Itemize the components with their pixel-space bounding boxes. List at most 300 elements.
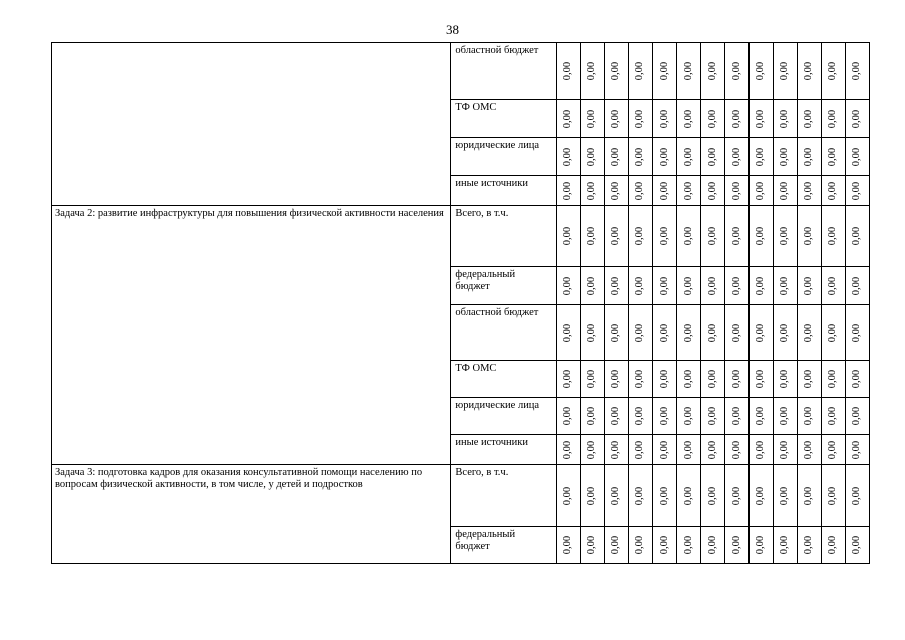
value-text: 0,00 (682, 147, 694, 166)
value-cell (749, 100, 773, 138)
value-text: 0,00 (634, 486, 646, 505)
value-cell (725, 305, 749, 361)
value-text: 0,00 (706, 369, 718, 389)
value-cell (845, 206, 869, 267)
value-cell (580, 176, 604, 206)
value-text: 0,00 (803, 486, 815, 505)
value-text: 0,00 (586, 535, 598, 555)
value-cell (725, 465, 749, 527)
value-cell (677, 267, 701, 305)
value-text: 0,00 (562, 109, 574, 128)
value-text: 0,00 (730, 181, 742, 200)
value-text: 0,00 (634, 535, 646, 555)
value-text: 0,00 (658, 486, 670, 505)
value-cell (845, 267, 869, 305)
value-cell (845, 435, 869, 465)
value-cell (773, 138, 797, 176)
value-text: 0,00 (803, 440, 815, 459)
value-text: 0,00 (730, 276, 742, 295)
value-text: 0,00 (779, 276, 791, 295)
value-cell (797, 43, 821, 100)
value-text: 0,00 (803, 406, 815, 426)
value-text: 0,00 (755, 109, 767, 128)
value-text: 0,00 (706, 276, 718, 295)
value-cell (604, 465, 628, 527)
value-cell (797, 527, 821, 564)
value-cell (725, 43, 749, 100)
value-cell (797, 176, 821, 206)
value-cell (628, 527, 652, 564)
value-text: 0,00 (755, 147, 767, 166)
value-cell (628, 465, 652, 527)
value-cell (749, 43, 773, 100)
value-text: 0,00 (658, 406, 670, 426)
value-text: 0,00 (562, 486, 574, 505)
value-text: 0,00 (658, 323, 670, 342)
value-text: 0,00 (658, 369, 670, 389)
value-cell (653, 176, 677, 206)
value-cell (821, 398, 845, 435)
value-cell (821, 267, 845, 305)
value-text: 0,00 (586, 147, 598, 166)
value-cell (556, 100, 580, 138)
value-text: 0,00 (827, 323, 839, 342)
value-cell (677, 465, 701, 527)
value-text: 0,00 (803, 226, 815, 246)
value-text: 0,00 (682, 276, 694, 295)
value-text: 0,00 (851, 276, 863, 295)
value-text: 0,00 (851, 226, 863, 246)
value-cell (773, 206, 797, 267)
value-text: 0,00 (730, 535, 742, 555)
value-cell (701, 435, 725, 465)
page-number: 38 (446, 22, 459, 37)
value-cell (701, 206, 725, 267)
value-text: 0,00 (827, 181, 839, 200)
value-text: 0,00 (803, 61, 815, 81)
value-cell (821, 176, 845, 206)
value-cell (604, 398, 628, 435)
value-cell (580, 435, 604, 465)
value-text: 0,00 (658, 276, 670, 295)
value-text: 0,00 (706, 61, 718, 81)
value-text: 0,00 (586, 109, 598, 128)
value-cell (749, 361, 773, 398)
value-text: 0,00 (803, 323, 815, 342)
value-cell (677, 305, 701, 361)
value-text: 0,00 (851, 147, 863, 166)
value-text: 0,00 (851, 181, 863, 200)
value-cell (677, 361, 701, 398)
value-text: 0,00 (730, 486, 742, 505)
value-cell (797, 361, 821, 398)
value-cell (580, 305, 604, 361)
value-cell (749, 465, 773, 527)
value-cell (580, 43, 604, 100)
value-cell (821, 527, 845, 564)
value-cell (653, 361, 677, 398)
value-text: 0,00 (779, 61, 791, 81)
value-text: 0,00 (586, 323, 598, 342)
value-cell (773, 267, 797, 305)
value-cell (677, 43, 701, 100)
value-cell (653, 527, 677, 564)
value-text: 0,00 (586, 440, 598, 459)
value-cell (604, 305, 628, 361)
value-cell (653, 435, 677, 465)
value-text: 0,00 (779, 181, 791, 200)
value-text: 0,00 (562, 535, 574, 555)
value-text: 0,00 (827, 147, 839, 166)
value-text: 0,00 (634, 147, 646, 166)
value-cell (604, 267, 628, 305)
value-text: 0,00 (586, 181, 598, 200)
value-cell (749, 527, 773, 564)
value-text: 0,00 (730, 109, 742, 128)
value-text: 0,00 (803, 109, 815, 128)
funding-source-cell: областной бюджет (451, 305, 556, 361)
value-text: 0,00 (706, 323, 718, 342)
value-text: 0,00 (658, 535, 670, 555)
value-text: 0,00 (634, 61, 646, 81)
value-cell (845, 305, 869, 361)
funding-source-cell: ТФ ОМС (451, 100, 556, 138)
value-cell (821, 361, 845, 398)
value-cell (580, 138, 604, 176)
value-text: 0,00 (730, 440, 742, 459)
value-cell (677, 100, 701, 138)
value-cell (725, 267, 749, 305)
value-text: 0,00 (803, 535, 815, 555)
value-cell (773, 43, 797, 100)
value-text: 0,00 (682, 440, 694, 459)
value-text: 0,00 (634, 226, 646, 246)
value-text: 0,00 (706, 226, 718, 246)
value-text: 0,00 (562, 323, 574, 342)
value-text: 0,00 (755, 535, 767, 555)
value-cell (821, 100, 845, 138)
value-cell (677, 435, 701, 465)
value-cell (677, 138, 701, 176)
value-cell (556, 138, 580, 176)
value-text: 0,00 (827, 226, 839, 246)
value-cell (604, 206, 628, 267)
value-cell (701, 465, 725, 527)
value-cell (725, 138, 749, 176)
value-cell (773, 465, 797, 527)
value-cell (604, 435, 628, 465)
task-cell (52, 43, 451, 206)
value-cell (797, 206, 821, 267)
value-text: 0,00 (682, 535, 694, 555)
value-text: 0,00 (851, 486, 863, 505)
value-text: 0,00 (706, 147, 718, 166)
value-text: 0,00 (706, 440, 718, 459)
value-cell (628, 100, 652, 138)
value-text: 0,00 (706, 406, 718, 426)
value-text: 0,00 (851, 535, 863, 555)
value-text: 0,00 (803, 276, 815, 295)
value-text: 0,00 (610, 181, 622, 200)
value-text: 0,00 (586, 61, 598, 81)
value-cell (749, 267, 773, 305)
value-text: 0,00 (779, 323, 791, 342)
value-cell (725, 398, 749, 435)
value-text: 0,00 (803, 369, 815, 389)
value-cell (797, 398, 821, 435)
value-text: 0,00 (586, 226, 598, 246)
value-text: 0,00 (658, 226, 670, 246)
value-text: 0,00 (682, 369, 694, 389)
value-cell (797, 305, 821, 361)
value-text: 0,00 (779, 486, 791, 505)
value-text: 0,00 (730, 406, 742, 426)
value-cell (628, 267, 652, 305)
value-text: 0,00 (779, 109, 791, 128)
value-text: 0,00 (610, 109, 622, 128)
value-cell (773, 305, 797, 361)
value-cell (821, 435, 845, 465)
value-text: 0,00 (730, 226, 742, 246)
value-cell (604, 176, 628, 206)
value-cell (701, 43, 725, 100)
value-cell (556, 305, 580, 361)
value-cell (653, 206, 677, 267)
value-cell (797, 100, 821, 138)
value-cell (653, 398, 677, 435)
value-cell (845, 465, 869, 527)
value-cell (797, 435, 821, 465)
value-cell (580, 206, 604, 267)
value-cell (821, 206, 845, 267)
value-cell (749, 138, 773, 176)
value-text: 0,00 (658, 181, 670, 200)
value-cell (677, 206, 701, 267)
value-text: 0,00 (779, 440, 791, 459)
value-cell (628, 361, 652, 398)
value-cell (749, 206, 773, 267)
value-text: 0,00 (682, 486, 694, 505)
value-cell (580, 465, 604, 527)
value-text: 0,00 (851, 440, 863, 459)
value-text: 0,00 (658, 61, 670, 81)
value-text: 0,00 (706, 109, 718, 128)
value-cell (628, 43, 652, 100)
value-text: 0,00 (562, 276, 574, 295)
value-text: 0,00 (562, 406, 574, 426)
value-cell (701, 267, 725, 305)
value-text: 0,00 (755, 406, 767, 426)
value-text: 0,00 (730, 323, 742, 342)
value-text: 0,00 (610, 406, 622, 426)
value-text: 0,00 (586, 486, 598, 505)
value-cell (725, 527, 749, 564)
value-cell (556, 176, 580, 206)
value-text: 0,00 (779, 369, 791, 389)
value-cell (845, 527, 869, 564)
value-text: 0,00 (827, 440, 839, 459)
value-text: 0,00 (706, 535, 718, 555)
value-cell (556, 206, 580, 267)
value-text: 0,00 (634, 440, 646, 459)
value-text: 0,00 (682, 109, 694, 128)
value-text: 0,00 (634, 323, 646, 342)
value-text: 0,00 (610, 486, 622, 505)
value-cell (821, 138, 845, 176)
value-cell (604, 43, 628, 100)
value-text: 0,00 (827, 406, 839, 426)
value-text: 0,00 (682, 406, 694, 426)
funding-source-cell: ТФ ОМС (451, 361, 556, 398)
table-row (52, 465, 870, 527)
value-text: 0,00 (610, 226, 622, 246)
value-cell (604, 361, 628, 398)
value-cell (749, 305, 773, 361)
value-cell (797, 138, 821, 176)
value-text: 0,00 (779, 406, 791, 426)
value-text: 0,00 (562, 181, 574, 200)
value-cell (749, 398, 773, 435)
value-cell (677, 398, 701, 435)
budget-table (51, 42, 870, 564)
value-cell (773, 176, 797, 206)
value-cell (749, 176, 773, 206)
value-text: 0,00 (827, 486, 839, 505)
value-text: 0,00 (851, 369, 863, 389)
value-cell (797, 465, 821, 527)
value-text: 0,00 (634, 109, 646, 128)
value-text: 0,00 (610, 147, 622, 166)
value-text: 0,00 (586, 369, 598, 389)
funding-source-cell: юридические лица (451, 138, 556, 176)
value-cell (773, 527, 797, 564)
value-cell (725, 361, 749, 398)
value-text: 0,00 (730, 147, 742, 166)
value-text: 0,00 (562, 226, 574, 246)
value-cell (701, 138, 725, 176)
value-text: 0,00 (658, 147, 670, 166)
value-text: 0,00 (827, 109, 839, 128)
value-text: 0,00 (682, 226, 694, 246)
value-text: 0,00 (562, 440, 574, 459)
value-cell (653, 100, 677, 138)
value-text: 0,00 (682, 323, 694, 342)
value-text: 0,00 (730, 369, 742, 389)
value-text: 0,00 (562, 369, 574, 389)
value-text: 0,00 (610, 276, 622, 295)
value-cell (653, 138, 677, 176)
value-cell (556, 398, 580, 435)
value-cell (725, 435, 749, 465)
value-cell (725, 206, 749, 267)
value-cell (556, 527, 580, 564)
value-cell (845, 176, 869, 206)
value-text: 0,00 (586, 276, 598, 295)
funding-source-cell: федеральный бюджет (451, 527, 556, 564)
funding-source-cell: федеральный бюджет (451, 267, 556, 305)
value-text: 0,00 (682, 61, 694, 81)
value-cell (580, 267, 604, 305)
value-text: 0,00 (851, 406, 863, 426)
value-cell (701, 527, 725, 564)
value-cell (773, 435, 797, 465)
value-text: 0,00 (755, 440, 767, 459)
value-text: 0,00 (803, 147, 815, 166)
value-text: 0,00 (755, 276, 767, 295)
value-text: 0,00 (586, 406, 598, 426)
value-cell (821, 305, 845, 361)
funding-source-cell: иные источники (451, 435, 556, 465)
value-cell (677, 176, 701, 206)
value-text: 0,00 (851, 323, 863, 342)
value-text: 0,00 (755, 226, 767, 246)
value-cell (604, 100, 628, 138)
value-text: 0,00 (634, 276, 646, 295)
value-cell (845, 398, 869, 435)
value-text: 0,00 (658, 440, 670, 459)
value-cell (628, 305, 652, 361)
value-text: 0,00 (755, 61, 767, 81)
task-cell: Задача 2: развитие инфраструктуры для повышения физической активности населения (52, 206, 451, 465)
value-text: 0,00 (851, 109, 863, 128)
table-row (52, 206, 870, 267)
funding-source-cell: областной бюджет (451, 43, 556, 100)
value-text: 0,00 (610, 61, 622, 81)
value-cell (556, 435, 580, 465)
value-text: 0,00 (562, 61, 574, 81)
value-cell (725, 100, 749, 138)
value-cell (628, 138, 652, 176)
funding-source-cell: иные источники (451, 176, 556, 206)
value-text: 0,00 (779, 147, 791, 166)
value-cell (580, 398, 604, 435)
value-cell (556, 43, 580, 100)
value-cell (845, 138, 869, 176)
value-cell (653, 43, 677, 100)
value-cell (628, 176, 652, 206)
value-cell (749, 435, 773, 465)
value-text: 0,00 (803, 181, 815, 200)
value-text: 0,00 (706, 181, 718, 200)
value-text: 0,00 (779, 226, 791, 246)
value-cell (580, 527, 604, 564)
value-text: 0,00 (610, 369, 622, 389)
value-text: 0,00 (755, 323, 767, 342)
value-cell (773, 398, 797, 435)
value-cell (701, 100, 725, 138)
value-cell (797, 267, 821, 305)
value-cell (845, 43, 869, 100)
value-text: 0,00 (827, 369, 839, 389)
value-cell (701, 361, 725, 398)
funding-source-cell: Всего, в т.ч. (451, 465, 556, 527)
value-cell (580, 100, 604, 138)
task-cell: Задача 3: подготовка кадров для оказания консультативной помощи населению по вопросам физической активности, в том числе, у детей и подростков (52, 465, 451, 564)
table-row (52, 43, 870, 100)
value-cell (628, 435, 652, 465)
value-cell (604, 138, 628, 176)
value-cell (604, 527, 628, 564)
value-text: 0,00 (682, 181, 694, 200)
value-cell (653, 267, 677, 305)
value-text: 0,00 (827, 535, 839, 555)
value-cell (725, 176, 749, 206)
value-text: 0,00 (562, 147, 574, 166)
value-cell (701, 305, 725, 361)
value-cell (628, 206, 652, 267)
value-text: 0,00 (827, 61, 839, 81)
value-text: 0,00 (706, 486, 718, 505)
